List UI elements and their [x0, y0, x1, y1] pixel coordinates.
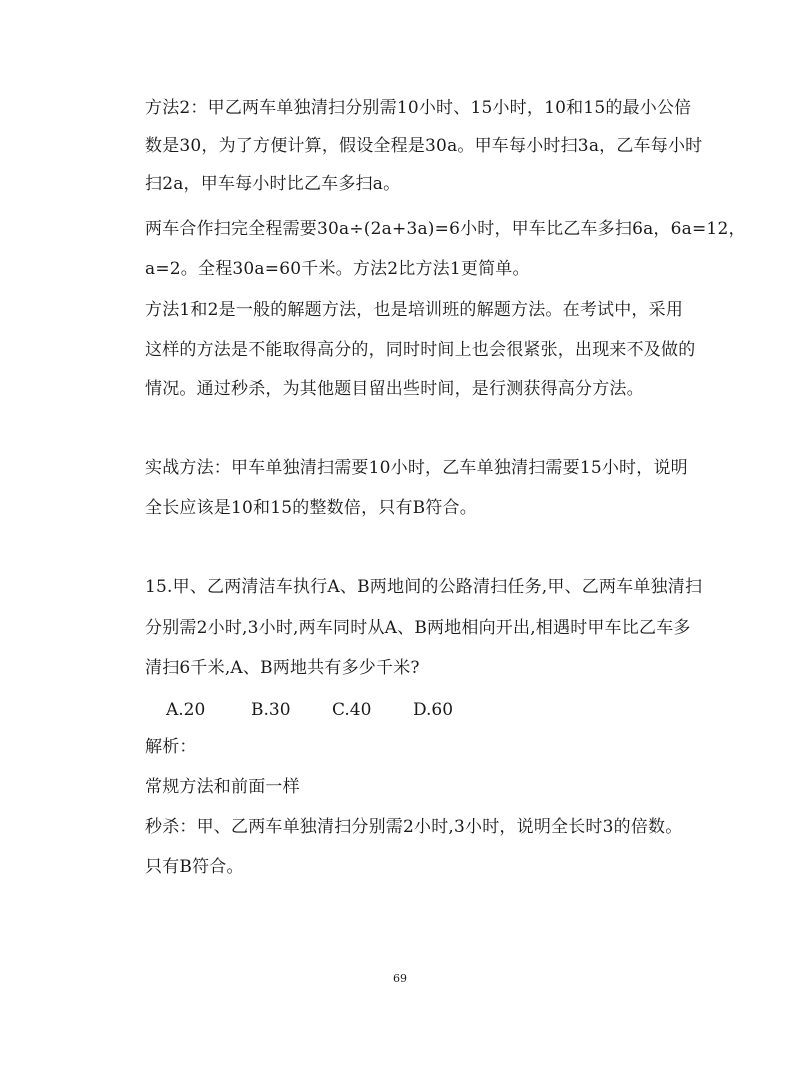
text-line: 方法1和2是一般的解题方法，也是培训班的解题方法。在考试中，采用 [145, 300, 684, 320]
page-number: 69 [393, 972, 407, 985]
text-line: 只有B符合。 [145, 857, 244, 877]
option-a: A.20 [166, 700, 206, 720]
text-line: 这样的方法是不能取得高分的，同时时间上也会很紧张，出现来不及做的 [145, 340, 696, 360]
text-line: 实战方法：甲车单独清扫需要10小时，乙车单独清扫需要15小时，说明 [145, 458, 688, 478]
text-line: 方法2：甲乙两车单独清扫分别需10小时、15小时，10和15的最小公倍 [145, 98, 692, 118]
text-line: 扫2a，甲车每小时比乙车多扫a。 [145, 174, 401, 194]
option-d: D.60 [413, 700, 454, 720]
answer-options [166, 698, 453, 722]
text-line: 秒杀：甲、乙两车单独清扫分别需2小时,3小时，说明全长时3的倍数。 [145, 817, 683, 837]
question-line: 分别需2小时,3小时,两车同时从A、B两地相向开出,相遇时甲车比乙车多 [145, 618, 691, 638]
option-b: B.30 [251, 700, 291, 720]
analysis-heading: 解析： [145, 737, 197, 757]
text-line: 两车合作扫完全程需要30a÷(2a+3a)=6小时，甲车比乙车多扫6a，6a=12， [145, 219, 746, 239]
text-line: 全长应该是10和15的整数倍，只有B符合。 [145, 498, 477, 518]
option-c: C.40 [332, 700, 372, 720]
text-line: 常规方法和前面一样 [145, 777, 300, 797]
text-line: 数是30，为了方便计算，假设全程是30a。甲车每小时扫3a，乙车每小时 [145, 136, 703, 156]
text-line: 情况。通过秒杀，为其他题目留出些时间，是行测获得高分方法。 [145, 379, 644, 399]
text-line: a=2。全程30a=60千米。方法2比方法1更简单。 [145, 259, 530, 279]
question-line: 清扫6千米,A、B两地共有多少千米? [145, 658, 420, 678]
question-line: 15.甲、乙两清洁车执行A、B两地间的公路清扫任务,甲、乙两车单独清扫 [145, 577, 703, 597]
